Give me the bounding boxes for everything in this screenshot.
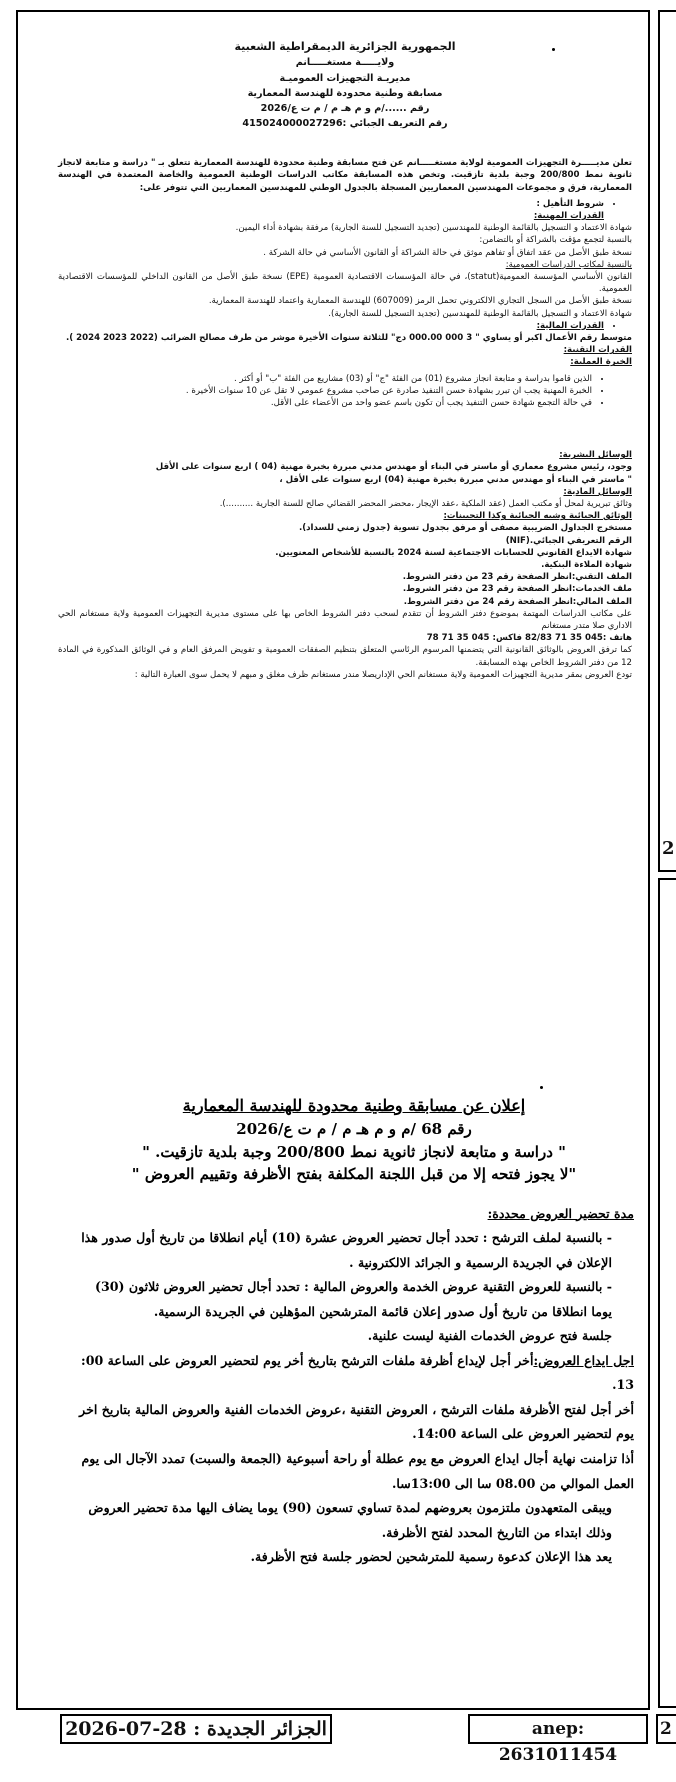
adjacent-column-top [658, 10, 676, 872]
announcement-block [74, 1094, 634, 1684]
phone-fax: هاتف :045 35 71 82/83 فاكس: 045 35 71 78 [426, 633, 632, 644]
announcement-title: إعلان عن مسابقة وطنية محدودة للهندسة المعمارية [182, 1096, 526, 1115]
condition-text: شهادة الاعتماد و التسجيل بالقائمة الوطنية للمهندسين (تجديد التسجيل للسنة الجارية) مرفقة بشهادة أداء اليمين. [235, 223, 632, 234]
announcement-body [74, 1202, 634, 1570]
material-text: وثائق تبريرية لمحل أو مكتب العمل (عقد الملكية ،عقد الإيجار ،محضر المحضر القضائي صالح للسنة الجارية ..........). [219, 499, 632, 510]
invitation-text: يعد هذا الإعلان كدعوة رسمية للمترشحين لحضور جلسة فتح الأظرفة. [250, 1549, 612, 1565]
file-item: الملف التقني:انظر الصفحة رقم 23 من دفتر الشروط. [402, 572, 632, 583]
deadline-text: أخر أجل لإيداع أظرفة ملفات الترشح بتاريخ أخر يوم لتحضير العروض على الساعة 00: 13. [81, 1352, 634, 1393]
directorate-title: مديريـة التجهيزات العموميـة [279, 72, 411, 84]
condition-text: القانون الأساسي المؤسسة العمومية(statut)، في حالة المؤسسات الاقتصادية العمومية (EPE) نسخة طبق الأصل من القانون الداخلي للمؤسسات الاقتصادية العمومية. [58, 271, 633, 295]
file-item: ملف الخدمات:انظر الصفحة رقم 23 من دفتر الشروط. [402, 584, 632, 595]
prep-item: - بالنسبة للعروض التقنية عروض الخدمة والعروض المالية : تحدد أجال تحضير العروض ثلاثون (30) يوما انطلاقا من تاريخ أول صدور إعلان قائمة المترشحين المؤهلين في الجريدة الرسمية. [95, 1279, 612, 1319]
file-item: الملف المالي:انظر الصفحة رقم 24 من دفتر الشروط. [403, 596, 632, 607]
financial-text: متوسط رقم الأعمال اكبر أو يساوي " 3 000 000.00 دج" للثلاثة سنوات الأخيرة موشر من طرف مصالح الضرائب (2022 2023 2024 ). [65, 333, 632, 343]
adjacent-page-number-bottom: 2 [656, 1714, 676, 1744]
tax-doc-item: شهادة الملاءة البنكية. [541, 560, 632, 571]
experience-item: • في حالة التجمع شهادة حسن التنفيذ يجب أن تكون باسم عضو واحد من الأعضاء على الأقل. [58, 397, 592, 409]
tax-id: رقم التعريف الجبائي :415024000027296 [242, 118, 448, 129]
conditions-title: • شروط التأهيل : [58, 198, 604, 210]
adjacent-column-bottom [658, 878, 676, 1708]
republic-title: الجمهورية الجزائرية الديمقراطية الشعبية [234, 40, 456, 53]
human-text: " ماستر في البناء أو مهندس مدني مبررة بخبرة مهنية (04) اربع سنوات على الأقل ، [279, 474, 632, 485]
condition-text: نسخة طبق الأصل من عقد اتفاق أو تفاهم موثق في حالة الشراكة أو القانون الأساسي في حالة الشركة . [263, 247, 632, 258]
holiday-text: أذا تزامنت نهاية أجال ايداع العروض مع يوم عطلة أو راحة أسبوعية (الجمعة والسبت) تمدد الآجال الى يوم العمل الموالي من 08.00 سا الى 13:00سا. [81, 1450, 634, 1491]
adjacent-page-number: 2 [662, 838, 675, 859]
deposit-text: تودع العروض بمقر مديرية التجهيزات العمومية ولاية مستغانم الحي الإداريصلا مندر مستغانم ظرف مغلق و مبهم لا يحمل سوى العبارة التالية : [134, 669, 632, 680]
tender-notice [58, 38, 632, 1048]
experience-item: • الخبرة المهنية يجب ان تبرر بشهادة حسن التنفيذ صادرة عن صاحب مشروع عمومي لا تقل عن 10 سنوات الأخيرة . [58, 385, 592, 397]
scan-speck [540, 1086, 543, 1089]
professional-title: القدرات المهنية: [533, 210, 604, 221]
wilaya-title: ولايـــــة مستغـــــانم [295, 57, 395, 69]
tax-doc-item: مستخرج الجداول الضريبية مصفى أو مرفق بجدول تسوية (جدول زمني للسداد). [298, 523, 632, 534]
material-title: الوسائل المادية: [563, 486, 632, 497]
newspaper-date: الجزائر الجديدة : 28-07-2026 [60, 1714, 332, 1744]
human-text: وجود، رئيس مشروع معماري أو ماستر في البناء أو مهندس مدني مبررة بخبرة مهنية (04 ) اربع سنوات على الأقل [155, 462, 632, 473]
announcement-subject: " دراسة و متابعة لانجاز ثانوية نمط 200/800 وجبة بلدية تازقيت. " [142, 1142, 566, 1161]
anep-number: anep: 2631011454 [468, 1714, 648, 1744]
withdraw-text: على مكاتب الدراسات المهتمة بموضوع دفتر الشروط أن تتقدم لسحب دفتر الشروط الخاص بها على مستوى مديرية التجهيزات العمومية ولاية مستغانم الحي الاداري صلا متدر مستغانم [58, 608, 632, 632]
prep-item: - بالنسبة لملف الترشح : تحدد أجال تحضير العروض عشرة (10) أيام انطلاقا من تاريخ أول صدور هذا الإعلان في الجريدة الرسمية و الجرائد الالكترونية . [81, 1230, 612, 1270]
prep-item: جلسة فتح عروض الخدمات الفنية ليست علنية. [367, 1328, 612, 1344]
experience-title: الخبرة العملية: [570, 357, 632, 368]
condition-text: بالنسبة لتجمع مؤقت بالشراكة أو بالتضامن: [479, 235, 632, 246]
announcement-header [74, 1094, 634, 1186]
tax-doc-item: شهادة الايداع القانوني للحسابات الاجتماعية لسنة 2024 بالنسبة للأشخاص المعنويين. [275, 547, 632, 558]
condition-text: شهادة الاعتماد و التسجيل بالقائمة الوطنية للمهندسين (تجديد التسجيل للسنة الجارية). [328, 308, 632, 319]
deadline-title: اجل ايداع العروض: [533, 1352, 634, 1368]
tax-doc-item: الرقم التعريفي الجبائي.(NIF) [505, 535, 632, 546]
announcement-ref: رقم 68 /م و م هـ م / م ت ع/2026 [236, 1120, 472, 1138]
opening-text: أخر أجل لفتح الأظرفة ملفات الترشح ، العروض التقنية ،عروض الخدمات الفنية والعروض المالية بتاريخ اخر يوم لتحضير العروض على الساعة 14:00. [79, 1401, 634, 1442]
prep-title: مدة تحضير العروض محددة: [487, 1205, 634, 1221]
condition-text: بالنسبة لمكاتب الدراسات العمومية: [505, 259, 632, 270]
financial-title: • القدرات المالية: [58, 320, 604, 332]
competition-title: مسابقة وطنية محدودة للهندسة المعمارية [247, 87, 443, 99]
announcement-note: "لا يجوز فتحه إلا من قبل اللجنة المكلفة بفتح الأظرفة وتقييم العروض " [131, 1165, 577, 1183]
validity-text: ويبقى المتعهدون ملتزمون بعروضهم لمدة تساوي تسعون (90) يوما يضاف اليها مدة تحضير العروض وذلك ابتداء من التاريخ المحدد لفتح الأظرفة. [88, 1500, 612, 1540]
accompany-text: كما ترفق العروض بالوثائق القانونية التي يتضمنها المرسوم الرئاسي المتعلق بتنظيم الصفقات العمومية و تفويض المرفق العام و في الوثائق المذكورة في المادة 12 من دفتر الشروط الخاص بهذه المسابقة. [58, 645, 632, 668]
tax-docs-title: الوثائق الجبائية وشبه الجبائية وكذا التحيينات: [443, 511, 632, 522]
notice-header [154, 38, 536, 131]
human-title: الوسائل البشرية: [559, 450, 632, 461]
technical-title: القدرات التقنية: [563, 345, 632, 356]
intro-paragraph: تعلن مديـــــرة التجهيزات العمومية لولاية مستغـــــانم عن فتح مسابقة وطنية محدودة للهندسة المعمارية تتعلق بـ " دراسة و متابعة لانجاز ثانوية نمط 200/800 وجبة بلدية تازقيت. وتخص هذه المسابقة مكاتب الدراسات الوطنية العمومية والخاصة المعتمدة في الهندسة المعمارية، فرق و مجموعات المهندسين المعماريين المسجلة بالجدول الوطني للمهندسين المعماريين التي تتوفر على: [58, 158, 633, 193]
experience-item: • الذين قاموا بدراسة و متابعة انجاز مشروع (01) من الفئة "ج" أو (03) مشاريع من الفئة "ب" أو أكثر . [58, 373, 592, 385]
reference-number: رقم ....../م و م هـ م / م ت ع/2026 [260, 102, 430, 114]
condition-text: نسخة طبق الأصل من السجل التجاري الالكتروني تحمل الرمز (607009) للهندسة المعمارية واعتماد للهندسة المعمارية. [208, 296, 632, 307]
